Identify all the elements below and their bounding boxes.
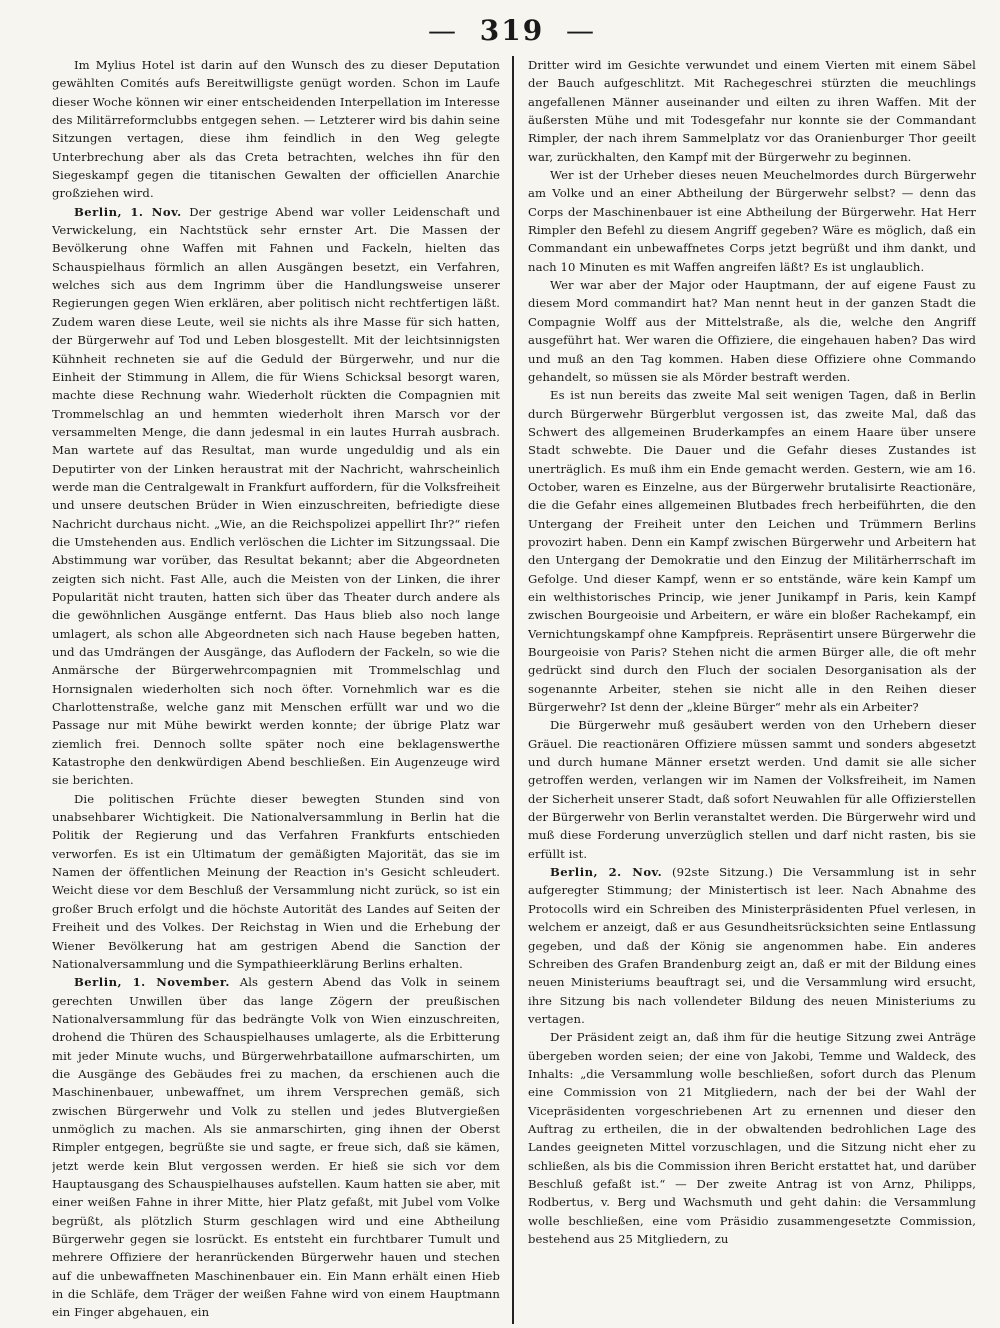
header-dash-right: — <box>565 14 596 47</box>
page-header <box>52 14 972 48</box>
paragraph: Dritter wird im Gesichte verwundet und einem Vierten mit einem Säbel der Bauch aufgeschlitzt. Mit Rachegeschrei stürzten die meuchlings angefallenen Männer auseinander und eilten zu ihren Waffen. Mit der äußersten Mühe und mit Todesgefahr nur konnte sie der Commandant Rimpler, der nach ihrem Sammelplatz vor das Oranienburger Thor geeilt war, zurückhalten, den Kampf mit der Bürgerwehr zu beginnen. <box>528 58 976 164</box>
paragraph: Berlin, 1. November. Als gestern Abend das Volk in seinem gerechten Unwillen über das lange Zögern der preußischen Nationalversammlung für das bedrängte Volk von Wien einzuschreiten, drohend die Thüren des Schauspielhauses umlagerte, als die Erbitterung mit jeder Minute wuchs, und Bürgerwehrbataillone aufmarschirten, um die Ausgänge des Gebäudes frei zu machen, da erschienen auch die Maschinenbauer, unbewaffnet, um ihrem Versprechen gemäß, sich zwischen Bürgerwehr und Volk zu stellen und jedes Blutvergießen unmöglich zu machen. Als sie anmarschirten, ging ihnen der Oberst Rimpler entgegen, begrüßte sie und sagte, er freue sich, daß sie kämen, jetzt werde kein Blut vergossen werden. Er hieß sie sich vor dem Hauptausgang des Schauspielhauses aufstellen. Kaum hatten sie aber, mit einer weißen Fahne in ihrer Mitte, hier Platz gefaßt, mit Jubel vom Volke begrüßt, als plötzlich Sturm geschlagen wird und eine Abtheilung Bürgerwehr gegen sie losrückt. Es entsteht ein furchtbarer Tumult und mehrere Offiziere der heranrückenden Bürgerwehr hauen und stechen auf die unbewaffneten Maschinenbauer ein. Ein Mann erhält einen Hieb in die Schläfe, dem Träger der weißen Fahne wird von einem Hauptmann ein Finger abgehauen, ein <box>52 975 500 1320</box>
paragraph: Die Bürgerwehr muß gesäubert werden von den Urhebern dieser Gräuel. Die reactionären Offiziere müssen sammt und sonders abgesetzt und durch humane Männer ersetzt werden. Und damit sie alle sicher getroffen werden, verlangen wir im Namen der Volksfreiheit, im Namen der Sicherheit unserer Stadt, daß sofort Neuwahlen für alle Offizierstellen der Bürgerwehr von Berlin veranstaltet werden. Die Bürgerwehr wird und muß diese Forderung unverzüglich stellen und darf nicht rasten, bis sie erfüllt ist. <box>528 718 976 861</box>
dateline: Berlin, 1. November. <box>74 975 230 990</box>
paragraph: Die politischen Früchte dieser bewegten Stunden sind von unabsehbarer Wichtigkeit. Die Nationalversammlung in Berlin hat die Politik der Regierung und das Verfahren Frankfurts entschieden verworfen. Es ist ein Ultimatum der gemäßigten Majorität, das sie im Namen der öffentlichen Meinung der Reaction in's Gesicht schleudert. Weicht diese vor dem Beschluß der Versammlung nicht zurück, so ist ein großer Bruch erfolgt und die höchste Autorität des Landes auf Seiten der Freiheit und des Volkes. Der Reichstag in Wien und die Erhebung der Wiener Bevölkerung hat am gestrigen Abend die Sanction der Nationalversammlung und die Sympathieerklärung Berlins erhalten. <box>52 791 500 971</box>
paragraph: Im Mylius Hotel ist darin auf den Wunsch des zu dieser Deputation gewählten Comités aufs Bereitwilligste genügt worden. Schon im Laufe dieser Woche können wir einer entscheidenden Interpellation im Interesse des Militärreformclubbs entgegen sehen. — Letzterer wird bis dahin seine Sitzungen vertagen, diese ihm feindlich in den Weg gelegte Unterbrechung aber als das Creta betrachten, welches ihn für den Siegeskampf gegen die titanischen Gewalten der officiellen Anarchie großziehen wird. <box>52 58 500 201</box>
page-number: 319 <box>479 14 545 47</box>
paragraph: Berlin, 2. Nov. (92ste Sitzung.) Die Versammlung ist in sehr aufgeregter Stimmung; der Ministertisch ist leer. Nach Abnahme des Protocolls wird ein Schreiben des Ministerpräsidenten Pfuel verlesen, in welchem er anzeigt, daß er aus Gesundheitsrücksichten seine Entlassung gegeben, und daß der König sie angenommen habe. Ein anderes Schreiben des Grafen Brandenburg zeigt an, daß er mit der Bildung eines neuen Ministeriums beauftragt sei, und die Versammlung wird ersucht, ihre Sitzung bis nach vollendeter Bildung des neuen Ministeriums zu vertagen. <box>528 865 976 1026</box>
column-rule <box>512 56 514 1324</box>
dateline: Berlin, 2. Nov. <box>550 865 663 880</box>
text-columns <box>52 56 976 1324</box>
header-dash-left: — <box>428 14 459 47</box>
paragraph: Wer ist der Urheber dieses neuen Meuchelmordes durch Bürgerwehr am Volke und an einer Abtheilung der Bürgerwehr selbst? — denn das Corps der Maschinenbauer ist eine Abtheilung der Bürgerwehr. Hat Herr Rimpler den Befehl zu diesem Angriff gegeben? Wäre es möglich, daß ein Commandant ein unbewaffnetes Corps jetzt begrüßt und ihm dankt, und nach 10 Minuten es mit Waffen angreifen läßt? Es ist unglaublich. <box>528 168 976 274</box>
right-column <box>516 56 976 1324</box>
paragraph: Der Präsident zeigt an, daß ihm für die heutige Sitzung zwei Anträge übergeben worden seien; der eine von Jakobi, Temme und Waldeck, des Inhalts: „die Versammlung wolle beschließen, sofort durch das Plenum eine Commission von 21 Mitgliedern, nach der bei der Wahl der Vicepräsidenten vorgeschriebenen Art zu ernennen und dieser den Auftrag zu ertheilen, die in der obwaltenden bedrohlichen Lage des Landes geeigneten Mittel vorzuschlagen, und die Sitzung nicht eher zu schließen, als bis die Commission ihren Bericht erstattet hat, und darüber Beschluß gefaßt ist.“ — Der zweite Antrag ist von Arnz, Philipps, Rodbertus, v. Berg und Wachsmuth und geht dahin: die Versammlung wolle beschließen, eine vom Präsidio zusammengesetzte Commission, bestehend aus 25 Mitgliedern, zu <box>528 1030 976 1246</box>
paragraph: Berlin, 1. Nov. Der gestrige Abend war voller Leidenschaft und Verwickelung, ein Nachtstück sehr ernster Art. Die Massen der Bevölkerung ohne Waffen mit Fahnen und Fackeln, hielten das Schauspielhaus förmlich an allen Ausgängen besetzt, ein Verfahren, welches sich aus dem Ingrimm über die Handlungsweise unserer Regierungen gegen Wien erklären, aber politisch nicht rechtfertigen läßt. Zudem waren diese Leute, weil sie nichts als ihre Masse für sich hatten, der Bürgerwehr auf Tod und Leben blosgestellt. Mit der leichtsinnigsten Kühnheit rechneten sie auf die Geduld der Bürgerwehr, und nur die Einheit der Stimmung in Allem, die für Wiens Schicksal besorgt waren, machte diese Rechnung wahr. Wiederholt rückten die Compagnien mit Trommelschlag an und hemmten wiederholt ihren Marsch vor der versammelten Menge, die dann jedesmal in ein lautes Hurrah ausbrach. Man wartete auf das Resultat, man wurde ungeduldig und als ein Deputirter von der Linken heraustrat mit der Nachricht, wahrscheinlich werde man die Centralgewalt in Frankfurt auffordern, für die Volksfreiheit und unsere deutschen Brüder in Wien einzuschreiten, befriedigte diese Nachricht durchaus nicht. „Wie, an die Reichspolizei appellirt Ihr?“ riefen die Umstehenden aus. Endlich verlöschen die Lichter im Sitzungssaal. Die Abstimmung war vorüber, das Resultat bekannt; aber die Abgeordneten zeigten sich nicht. Fast Alle, auch die Meisten von der Linken, die ihrer Popularität nicht trauten, hatten sich über das Theater durch andere als die gewöhnlichen Ausgänge entfernt. Das Haus blieb also noch lange umlagert, als schon alle Abgeordneten sich nach Hause begeben hatten, und das Umdrängen der Ausgänge, das Auflodern der Fackeln, so wie die Anmärsche der Bürgerwehrcompagnien mit Trommelschlag und Hornsignalen wiederholten sich noch öfter. Vornehmlich war es die Charlottenstraße, welche ganz mit Menschen erfüllt war und wo die Passage nur mit Mühe bewirkt werden konnte; der übrige Platz war ziemlich frei. Dennoch sollte später noch eine beklagenswerthe Katastrophe den denkwürdigen Abend beschließen. Ein Augenzeuge wird sie berichten. <box>52 204 500 788</box>
left-column <box>52 56 510 1324</box>
paragraph: Wer war aber der Major oder Hauptmann, der auf eigene Faust zu diesem Mord commandirt hat? Man nennt heut in der ganzen Stadt die Compagnie Wolff aus der Mittelstraße, als die, welche den Angriff ausgeführt hat. Wer waren die Offiziere, die eingehauen haben? Das wird und muß an den Tag kommen. Haben diese Offiziere ohne Commando gehandelt, so müssen sie als Mörder bestraft werden. <box>528 278 976 384</box>
paragraph: Es ist nun bereits das zweite Mal seit wenigen Tagen, daß in Berlin durch Bürgerwehr Bürgerblut vergossen ist, das zweite Mal, daß das Schwert des allgemeinen Bruderkampfes an einem Haare über unsere Stadt schwebte. Die Dauer und die Gefahr dieses Zustandes ist unerträglich. Es muß ihm ein Ende gemacht werden. Gestern, wie am 16. October, waren es Einzelne, aus der Bürgerwehr brutalisirte Reactionäre, die die Gefahr eines allgemeinen Blutbades frech herbeiführten, die den Untergang der Freiheit unter den Leichen und Trümmern Berlins provozirt haben. Denn ein Kampf zwischen Bürgerwehr und Arbeitern hat den Untergang der Demokratie und den Einzug der Militärherrschaft im Gefolge. Und dieser Kampf, wenn er so entstände, wäre kein Kampf um ein welthistorisches Princip, wie jener Junikampf in Paris, kein Kampf zwischen Bourgeoisie und Arbeitern, er wäre ein bloßer Rachekampf, ein Vernichtungskampf ohne Kampfpreis. Repräsentirt unsere Bürgerwehr die Bourgeoisie von Paris? Stehen nicht die armen Bürger alle, die oft mehr gedrückt sind durch den Fluch der socialen Desorganisation als der sogenannte Arbeiter, stehen sie nicht alle in den Reihen dieser Bürgerwehr? Ist denn der „kleine Bürger“ mehr als ein Arbeiter? <box>528 388 976 715</box>
dateline: Berlin, 1. Nov. <box>74 204 182 219</box>
